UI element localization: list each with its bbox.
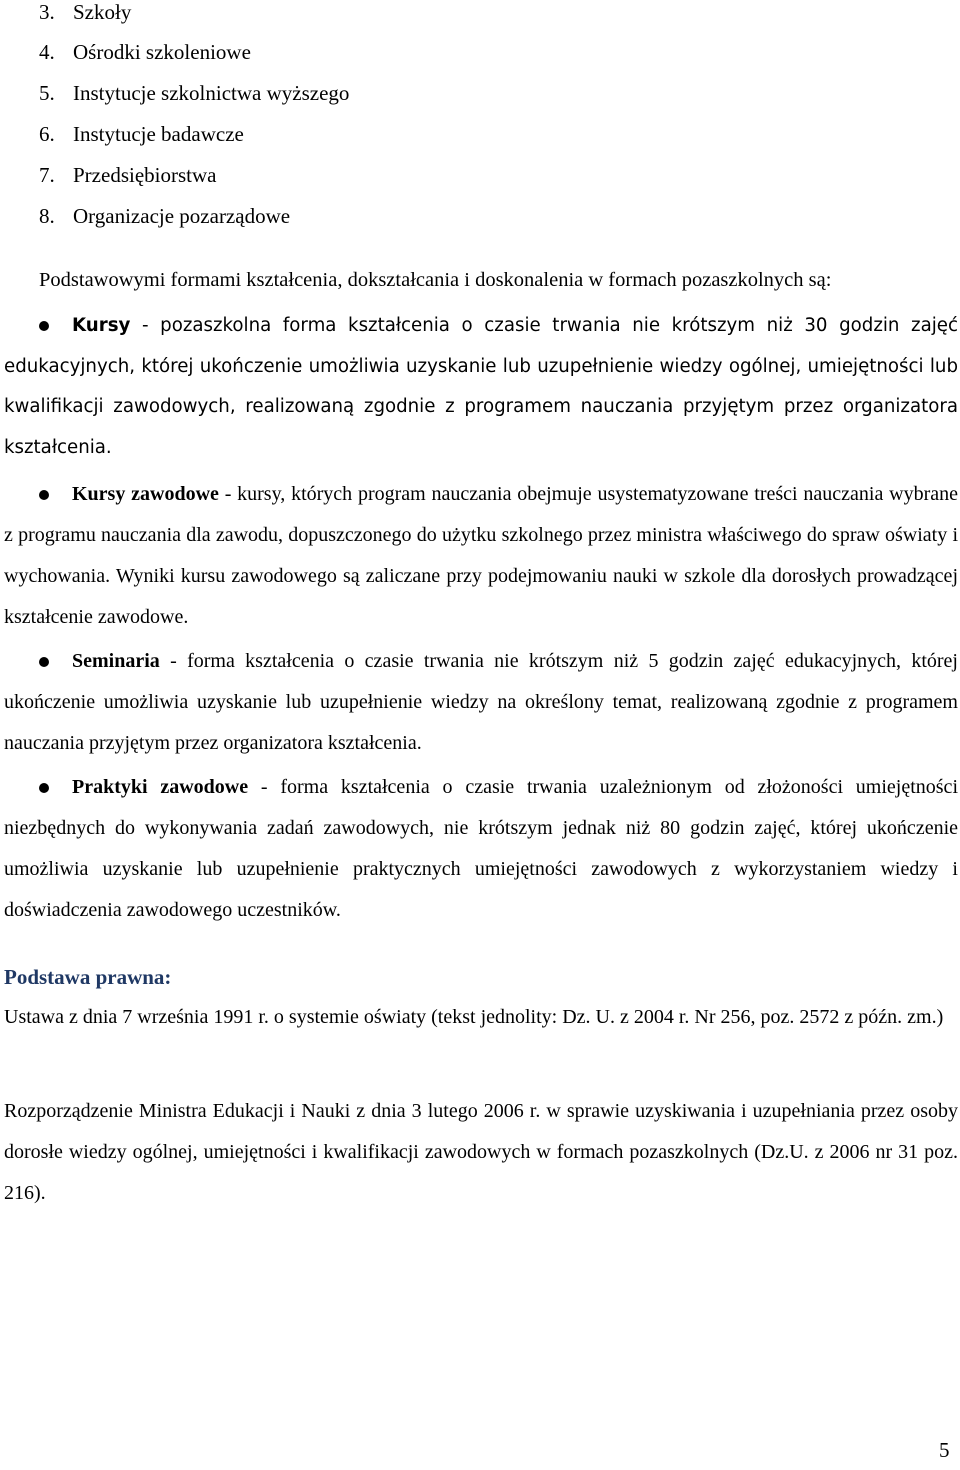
list-item-number: 7. — [39, 163, 55, 187]
list-item — [39, 163, 216, 187]
bullet-description: - pozaszkolna forma kształcenia o czasie trwania nie krótszym niż 30 godzin zajęć edukacyjnych, której ukończenie umożliwia uzyskanie lub uzupełnienie wiedzy ogólnej, umiejętności lub kwalifikacji zawodowych, realizowaną zgodnie z programem nauczania przyjętym przez organizatora kształcenia. — [4, 315, 958, 458]
bullet-term: Kursy zawodowe — [72, 483, 219, 505]
bullet-term: Seminaria — [72, 650, 160, 672]
list-item-text: Instytucje badawcze — [73, 122, 244, 146]
list-item-number: 8. — [39, 204, 55, 228]
page-number: 5 — [939, 1438, 950, 1462]
list-item-text: Szkoły — [73, 0, 132, 24]
list-item — [39, 0, 131, 24]
legal-act-statute: Ustawa z dnia 7 września 1991 r. o systemie oświaty (tekst jednolity: Dz. U. z 2004 r. Nr 256, poz. 2572 z późn. zm.) — [4, 1006, 944, 1028]
bullet-icon — [39, 490, 49, 500]
bullet-kursy-zawodowe — [4, 474, 958, 638]
list-item-number: 3. — [39, 0, 55, 24]
list-item — [39, 204, 290, 228]
bullet-text — [4, 767, 958, 931]
bullet-seminaria — [4, 641, 958, 764]
list-item — [39, 122, 244, 146]
list-item-number: 4. — [39, 40, 55, 64]
bullet-text — [4, 641, 958, 764]
list-item — [39, 81, 349, 105]
bullet-icon — [39, 321, 49, 331]
list-item-text: Przedsiębiorstwa — [73, 163, 217, 187]
intro-paragraph: Podstawowymi formami kształcenia, dokształcania i doskonalenia w formach pozaszkolnych są: — [39, 269, 832, 291]
bullet-text — [4, 474, 958, 638]
list-item-text: Ośrodki szkoleniowe — [73, 40, 251, 64]
bullet-text — [4, 306, 958, 468]
bullet-kursy — [4, 306, 958, 468]
bullet-icon — [39, 657, 49, 667]
bullet-description: - forma kształcenia o czasie trwania uzależnionym od złożoności umiejętności niezbędnych do wykonywania zadań zawodowych, nie krótszym jednak niż 80 godzin zajęć, której ukończenie umożliwia uzyskanie lub uzupełnienie praktycznych umiejętności zawodowych z wykorzystaniem wiedzy i doświadczenia zawodowego uczestników. — [4, 776, 958, 921]
list-item-text: Instytucje szkolnictwa wyższego — [73, 81, 350, 105]
bullet-praktyki-zawodowe — [4, 767, 958, 931]
list-item — [39, 40, 251, 64]
bullet-term: Praktyki zawodowe — [72, 776, 249, 798]
bullet-description: - kursy, których program nauczania obejmuje usystematyzowane treści nauczania wybrane z programu nauczania dla zawodu, dopuszczonego do użytku szkolnego przez ministra właściwego do spraw oświaty i wychowania. Wyniki kursu zawodowego są zaliczane przy podejmowaniu nauki w szkole dla dorosłych prowadzącej kształcenie zawodowe. — [4, 483, 958, 628]
legal-act-regulation: Rozporządzenie Ministra Edukacji i Nauki z dnia 3 lutego 2006 r. w sprawie uzyskiwania i uzupełniania przez osoby dorosłe wiedzy ogólnej, umiejętności i kwalifikacji zawodowych w formach pozaszkolnych (Dz.U. z 2006 nr 31 poz. 216). — [4, 1100, 958, 1204]
bullet-description: - forma kształcenia o czasie trwania nie krótszym niż 5 godzin zajęć edukacyjnych, której ukończenie umożliwia uzyskanie lub uzupełnienie wiedzy na określony temat, realizowaną zgodnie z programem nauczania przyjętym przez organizatora kształcenia. — [4, 650, 958, 754]
bullet-term: Kursy — [72, 315, 131, 336]
list-item-number: 6. — [39, 122, 55, 146]
list-item-number: 5. — [39, 81, 55, 105]
bullet-icon — [39, 783, 49, 793]
legal-basis-heading: Podstawa prawna: — [4, 965, 172, 989]
list-item-text: Organizacje pozarządowe — [73, 204, 291, 228]
